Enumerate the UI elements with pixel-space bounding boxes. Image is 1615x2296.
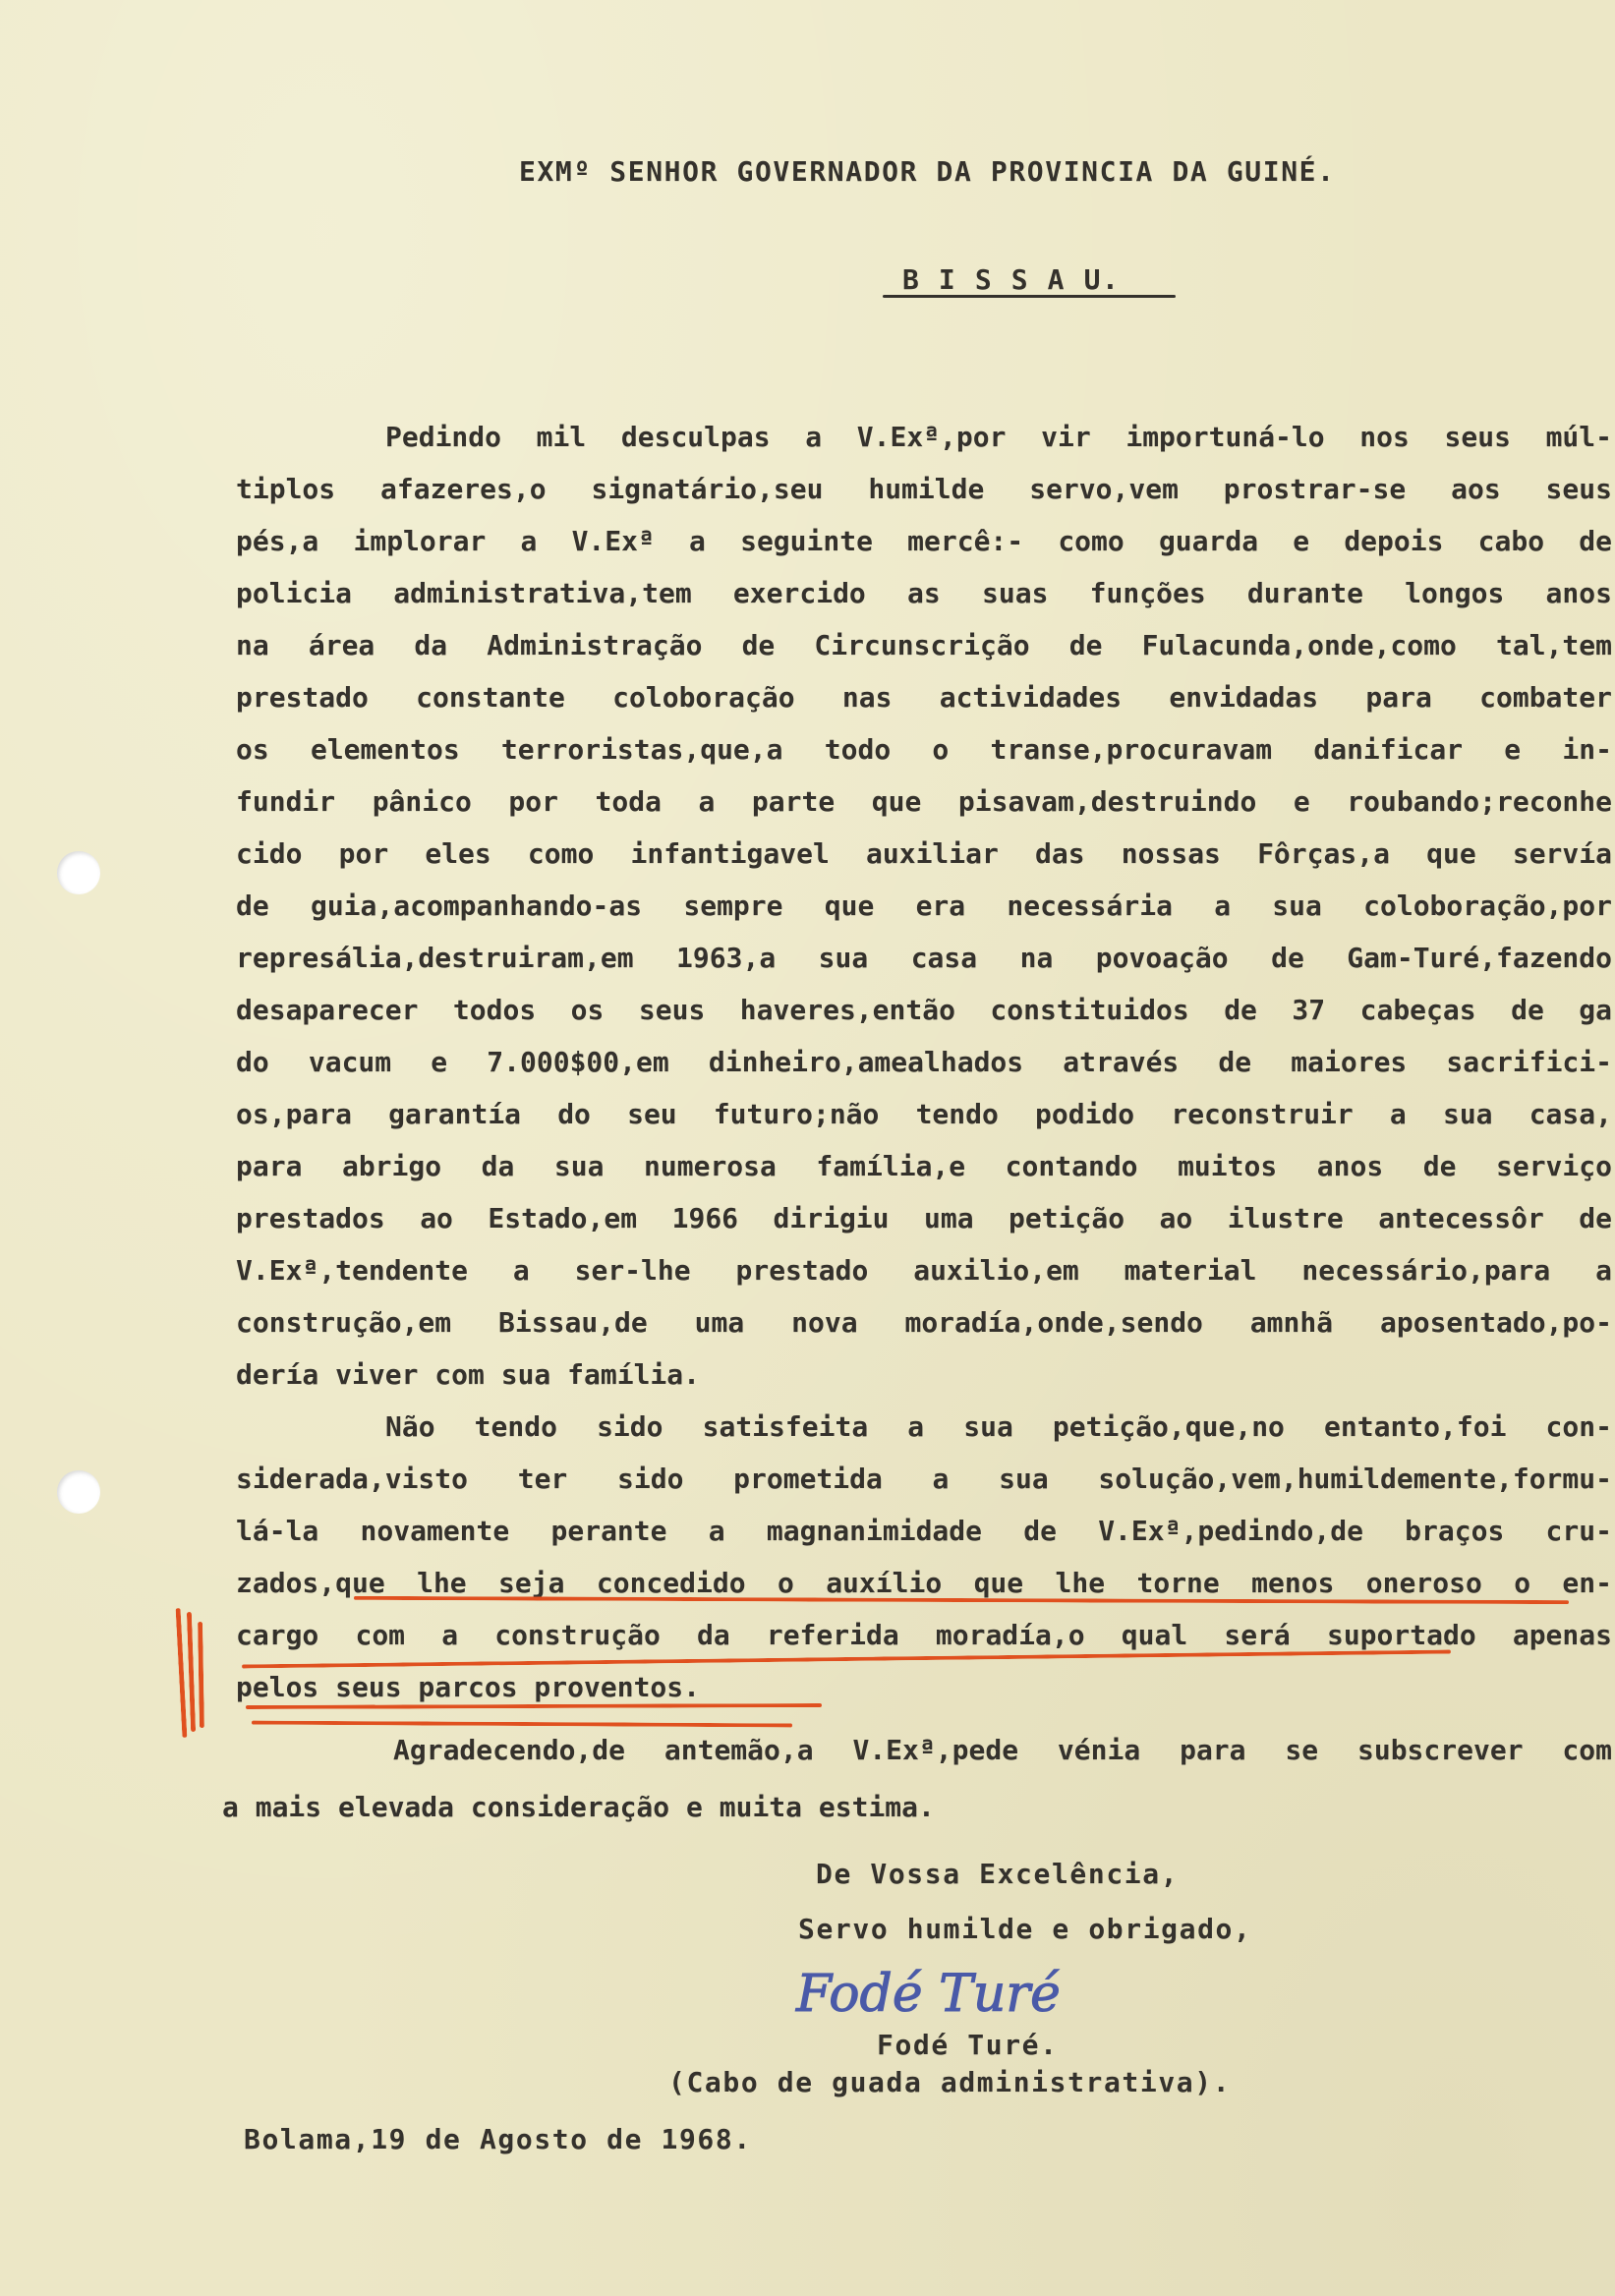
p1-line-5: na área da Administração de Circunscrição de Fulacunda,onde,como tal,tem (236, 629, 1612, 661)
p1-line-4: policia administrativa,tem exercido as suas funções durante longos anos (236, 577, 1612, 609)
red-margin-mark-3 (198, 1622, 204, 1728)
p3-line-1: Agradecendo,de antemão,a V.Exª,pede vénia para se subscrever com (393, 1734, 1612, 1766)
p1-line-7: os elementos terroristas,que,a todo o transe,procuravam danificar e in- (236, 733, 1612, 766)
p1-line-17: V.Exª,tendente a ser-lhe prestado auxilio,em material necessário,para a (236, 1254, 1612, 1287)
p1-line-16: prestados ao Estado,em 1966 dirigiu uma petição ao ilustre antecessôr de (236, 1202, 1612, 1234)
red-underline-2 (242, 1649, 1451, 1668)
signature-text: Fodé Turé (796, 1965, 1061, 2024)
p1-line-9: cido por eles como infantigavel auxiliar das nossas Fôrças,a que servía (236, 837, 1612, 870)
p1-line-11: represália,destruiram,em 1963,a sua casa na povoação de Gam-Turé,fazendo (236, 942, 1612, 974)
p1-line-13: do vacum e 7.000$00,em dinheiro,amealhados através de maiores sacrifici- (236, 1046, 1612, 1078)
p1-line-6: prestado constante coloboração nas actividades envidadas para combater (236, 681, 1612, 714)
punch-hole-top (57, 851, 100, 894)
p2-line-6: pelos seus parcos proventos. (236, 1671, 701, 1703)
signer-name: Fodé Turé. (877, 2029, 1059, 2061)
p1-line-15: para abrigo da sua numerosa família,e contando muitos anos de serviço (236, 1150, 1612, 1182)
p1-line-10: de guia,acompanhando-as sempre que era necessária a sua coloboração,por (236, 890, 1612, 922)
p1-line-18: construção,em Bissau,de uma nova moradía,onde,sendo amnhã aposentado,po- (236, 1306, 1612, 1339)
closing-line-1: De Vossa Excelência, (816, 1858, 1180, 1890)
red-margin-mark-1 (176, 1608, 188, 1738)
signer-title: (Cabo de guada administrativa). (668, 2066, 1232, 2098)
p1-line-14: os,para garantía do seu futuro;não tendo podido reconstruir a sua casa, (236, 1098, 1612, 1130)
handwritten-signature (786, 1950, 1101, 2038)
p1-line-3: pés,a implorar a V.Exª a seguinte mercê:- como guarda e depois cabo de (236, 525, 1612, 557)
p3-line-2: a mais elevada consideração e muita estima. (222, 1791, 935, 1823)
p2-line-4: zados,que lhe seja concedido o auxílio que lhe torne menos oneroso o en- (236, 1567, 1612, 1599)
addressee-heading: EXMº SENHOR GOVERNADOR DA PROVINCIA DA GUINÉ. (519, 155, 1336, 188)
p2-line-5: cargo com a construção da referida moradía,o qual será suportado apenas (236, 1619, 1612, 1651)
p1-line-8: fundir pânico por toda a parte que pisavam,destruindo e roubando;reconhe (236, 785, 1612, 818)
p1-line-12: desaparecer todos os seus haveres,então constituidos de 37 cabeças de ga (236, 994, 1612, 1026)
p2-line-1: Não tendo sido satisfeita a sua petição,que,no entanto,foi con- (385, 1410, 1612, 1443)
p1-line-1: Pedindo mil desculpas a V.Exª,por vir importuná-lo nos seus múl- (385, 421, 1612, 453)
red-margin-mark-2 (187, 1612, 196, 1732)
date-line: Bolama,19 de Agosto de 1968. (244, 2123, 752, 2155)
punch-hole-bottom (57, 1470, 100, 1514)
closing-line-2: Servo humilde e obrigado, (798, 1913, 1252, 1945)
p1-line-19: dería viver com sua família. (236, 1358, 701, 1391)
red-underline-4 (252, 1721, 792, 1728)
city-heading: B I S S A U. (902, 263, 1121, 296)
p2-line-3: lá-la novamente perante a magnanimidade de V.Exª,pedindo,de braços cru- (236, 1515, 1612, 1547)
city-underline (883, 295, 1176, 298)
red-underline-3 (246, 1703, 822, 1709)
p2-line-2: siderada,visto ter sido prometida a sua solução,vem,humildemente,formu- (236, 1463, 1612, 1495)
p1-line-2: tiplos afazeres,o signatário,seu humilde servo,vem prostrar-se aos seus (236, 473, 1612, 505)
